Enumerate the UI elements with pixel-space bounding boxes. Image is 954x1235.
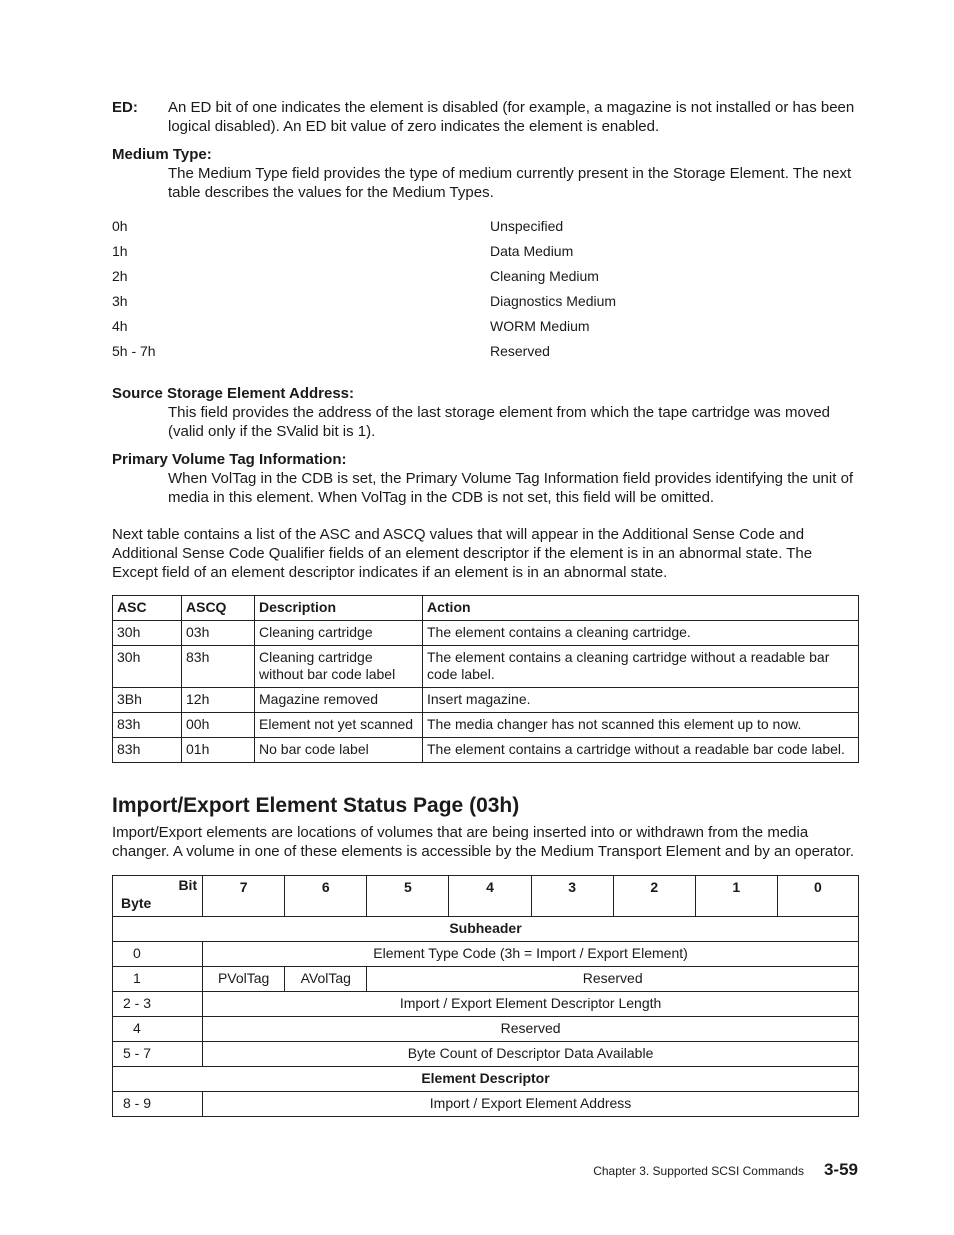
- bit-header: 3: [531, 876, 613, 917]
- section-title: Import/Export Element Status Page (03h): [112, 794, 520, 817]
- table-row: 83h 01h No bar code label The element contains a cartridge without a readable bar code label.: [113, 738, 859, 763]
- list-item: 4h WORM Medium: [112, 318, 590, 334]
- table-row: 2 - 3 Import / Export Element Descriptor Length: [113, 992, 859, 1017]
- table-header-row: ASC ASCQ Description Action: [113, 596, 859, 621]
- table-row: [113, 917, 859, 942]
- table-row: 3Bh 12h Magazine removed Insert magazine.: [113, 688, 859, 713]
- medium-type-list: [112, 214, 859, 364]
- table-row: 30h 03h Cleaning cartridge The element contains a cleaning cartridge.: [113, 621, 859, 646]
- bit-byte-corner: Bit Byte: [113, 876, 203, 917]
- medium-type-definition: [112, 145, 859, 202]
- source-address-term: Source Storage Element Address:: [112, 385, 355, 402]
- list-item: 1h Data Medium: [112, 243, 574, 259]
- asc-intro-paragraph: Next table contains a list of the ASC and ASCQ values that will appear in the Additional Sense Code and Additional Sense Code Qualifier fields of an element descriptor if the element is in an abnormal state. The Except field of an element descriptor indicates if an element is in an abnormal state.: [112, 526, 813, 581]
- chapter-label: Chapter 3. Supported SCSI Commands: [593, 1164, 804, 1178]
- primary-tag-body: When VolTag in the CDB is set, the Primary Volume Tag Information field provides identifying the unit of media in this element. When VolTag in the CDB is not set, this field will be omitted.: [168, 470, 854, 506]
- section-intro: Import/Export elements are locations of volumes that are being inserted into or withdrawn from the media changer. A volume in one of these elements is accessible by the Medium Transport Element and by an operator.: [112, 824, 855, 860]
- bit-layout-table: [112, 875, 859, 1117]
- page-number: 3-59: [823, 1160, 858, 1179]
- bit-header: 0: [777, 876, 858, 917]
- source-address-definition: [112, 384, 859, 441]
- ed-body: An ED bit of one indicates the element is disabled (for example, a magazine is not installed or has been logical disabled). An ED bit value of zero indicates the element is enabled.: [168, 99, 855, 135]
- list-item: 0h Unspecified: [112, 218, 564, 234]
- table-row: 5 - 7 Byte Count of Descriptor Data Available: [113, 1042, 859, 1067]
- list-item: 5h - 7h Reserved: [112, 343, 550, 359]
- table-row: 1 PVolTag AVolTag Reserved: [113, 967, 859, 992]
- subheader-row: Subheader: [113, 917, 859, 942]
- list-item: 2h Cleaning Medium: [112, 268, 599, 284]
- bit-header: 6: [285, 876, 367, 917]
- table-row: 4 Reserved: [113, 1017, 859, 1042]
- page-footer: [593, 1160, 858, 1180]
- bit-header: 2: [613, 876, 695, 917]
- list-item: 3h Diagnostics Medium: [112, 293, 617, 309]
- medium-type-term: Medium Type:: [112, 146, 212, 163]
- table-row: [113, 1067, 859, 1092]
- table-row: 83h 00h Element not yet scanned The media changer has not scanned this element up to now.: [113, 713, 859, 738]
- bit-header: 1: [695, 876, 777, 917]
- primary-tag-term: Primary Volume Tag Information:: [112, 451, 347, 468]
- table-row: 0 Element Type Code (3h = Import / Export Element): [113, 942, 859, 967]
- bit-header: 5: [367, 876, 449, 917]
- table-row: 8 - 9 Import / Export Element Address: [113, 1092, 859, 1117]
- element-descriptor-row: Element Descriptor: [113, 1067, 859, 1092]
- bit-header: 4: [449, 876, 531, 917]
- asc-ascq-table: [112, 595, 859, 763]
- table-row: 30h 83h Cleaning cartridge without bar code label The element contains a cleaning cartridge without a readable bar code label.: [113, 646, 859, 688]
- document-page: [112, 98, 859, 1117]
- table-header-row: [113, 876, 859, 917]
- bit-header: 7: [203, 876, 285, 917]
- primary-tag-definition: [112, 450, 859, 507]
- ed-term: ED:: [112, 99, 138, 116]
- ed-definition: [112, 98, 859, 136]
- medium-type-body: The Medium Type field provides the type of medium currently present in the Storage Element. The next table describes the values for the Medium Types.: [168, 165, 852, 201]
- source-address-body: This field provides the address of the last storage element from which the tape cartridge was moved (valid only if the SValid bit is 1).: [168, 404, 830, 440]
